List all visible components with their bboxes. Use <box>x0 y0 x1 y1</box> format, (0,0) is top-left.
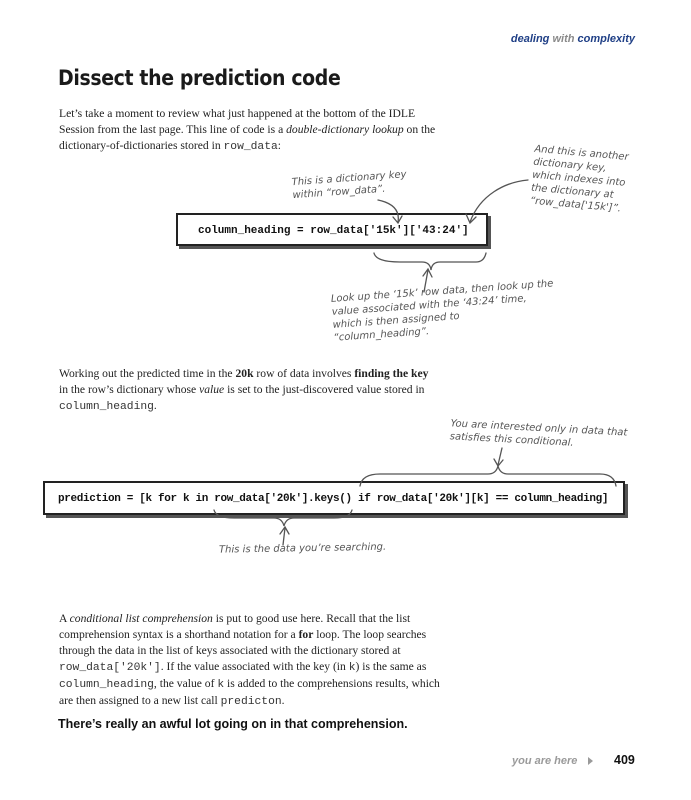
p2-bold-20k: 20k <box>235 367 254 380</box>
annotation-another-key: And this is another dictionary key, which indexes into the dictionary at “row_data['15k']”. <box>529 143 629 215</box>
p3-code-k: k <box>348 662 356 674</box>
p3-text-3: loop. The loop searches through the data in the list of keys associated with the dictionary stored at <box>59 628 427 657</box>
arrow-to-4324-icon <box>470 180 528 222</box>
intro-emphasis: double-dictionary lookup <box>286 123 404 136</box>
brace-over-conditional-icon <box>360 466 616 486</box>
intro-text-1: Let’s take a moment to review what just happened at the bottom of the IDLE Session from the last page. This line of code is a <box>59 107 416 136</box>
code-line-prediction: prediction = [k for k in row_data['20k'].keys() if row_data['20k'][k] == column_heading] <box>58 493 609 505</box>
p3-text-5: ) is the same as <box>355 660 427 673</box>
annotation-key-within: This is a dictionary key within “row_data”. <box>291 169 407 202</box>
p3-text-1: A <box>59 612 70 625</box>
header-word-with: with <box>552 33 575 45</box>
p2-bold-finding-key: finding the key <box>354 367 429 380</box>
header-word-complexity: complexity <box>577 33 635 45</box>
p3-code-column-heading: column_heading <box>59 679 154 691</box>
annotation-interested: You are interested only in data that satisfies this conditional. <box>449 418 628 449</box>
page-number: 409 <box>614 753 635 767</box>
intro-text-3: : <box>277 139 281 152</box>
footer-you-are-here: you are here <box>512 755 578 767</box>
brace-under-lookup-icon <box>374 253 486 270</box>
p3-text-8: . <box>281 694 285 707</box>
p3-bold-for: for <box>298 628 314 641</box>
intro-code: row_data <box>223 141 278 153</box>
p3-code-predicton: predicton <box>220 696 282 708</box>
p2-text-3: in the row’s dictionary whose <box>59 383 200 396</box>
p3-code-k-2: k <box>217 679 225 691</box>
arrow-up-searching-icon <box>283 528 285 545</box>
brace-under-keys-icon <box>214 510 352 526</box>
header-word-dealing: dealing <box>510 33 550 45</box>
p2-code: column_heading <box>59 401 154 413</box>
p2-text-1: Working out the predicted time in the <box>59 367 236 380</box>
p3-text-2: is put to good use here. Recall that the list comprehension syntax is a shorthand notation for a <box>59 612 411 641</box>
annotation-searching: This is the data you’re searching. <box>218 541 387 556</box>
p2-text-2: row of data involves <box>253 367 355 380</box>
p3-code-row-data: row_data['20k'] <box>59 662 161 674</box>
p3-text-4: . If the value associated with the key (in <box>160 660 349 673</box>
code-line-column-heading: column_heading = row_data['15k']['43:24'] <box>198 225 469 237</box>
p3-emphasis: conditional list comprehension <box>69 612 213 625</box>
p3-text-7: is added to the comprehensions results, which are then assigned to a new list call <box>59 677 440 707</box>
p2-text-5: . <box>153 399 157 412</box>
p3-text-6: , the value of <box>153 677 218 690</box>
page-title: Dissect the prediction code <box>58 66 341 90</box>
annotation-lookup: Look up the ‘15k’ row data, then look up the value associated with the ‘43:24’ time, which is then assigned to “column_heading”. <box>330 278 554 344</box>
p2-emphasis-value: value <box>199 383 225 396</box>
intro-text-2: on the dictionary-of-dictionaries stored in <box>59 123 436 152</box>
closing-statement: There’s really an awful lot going on in that comprehension. <box>58 717 408 731</box>
p2-text-4: is set to the just-discovered value stored in <box>224 383 425 396</box>
